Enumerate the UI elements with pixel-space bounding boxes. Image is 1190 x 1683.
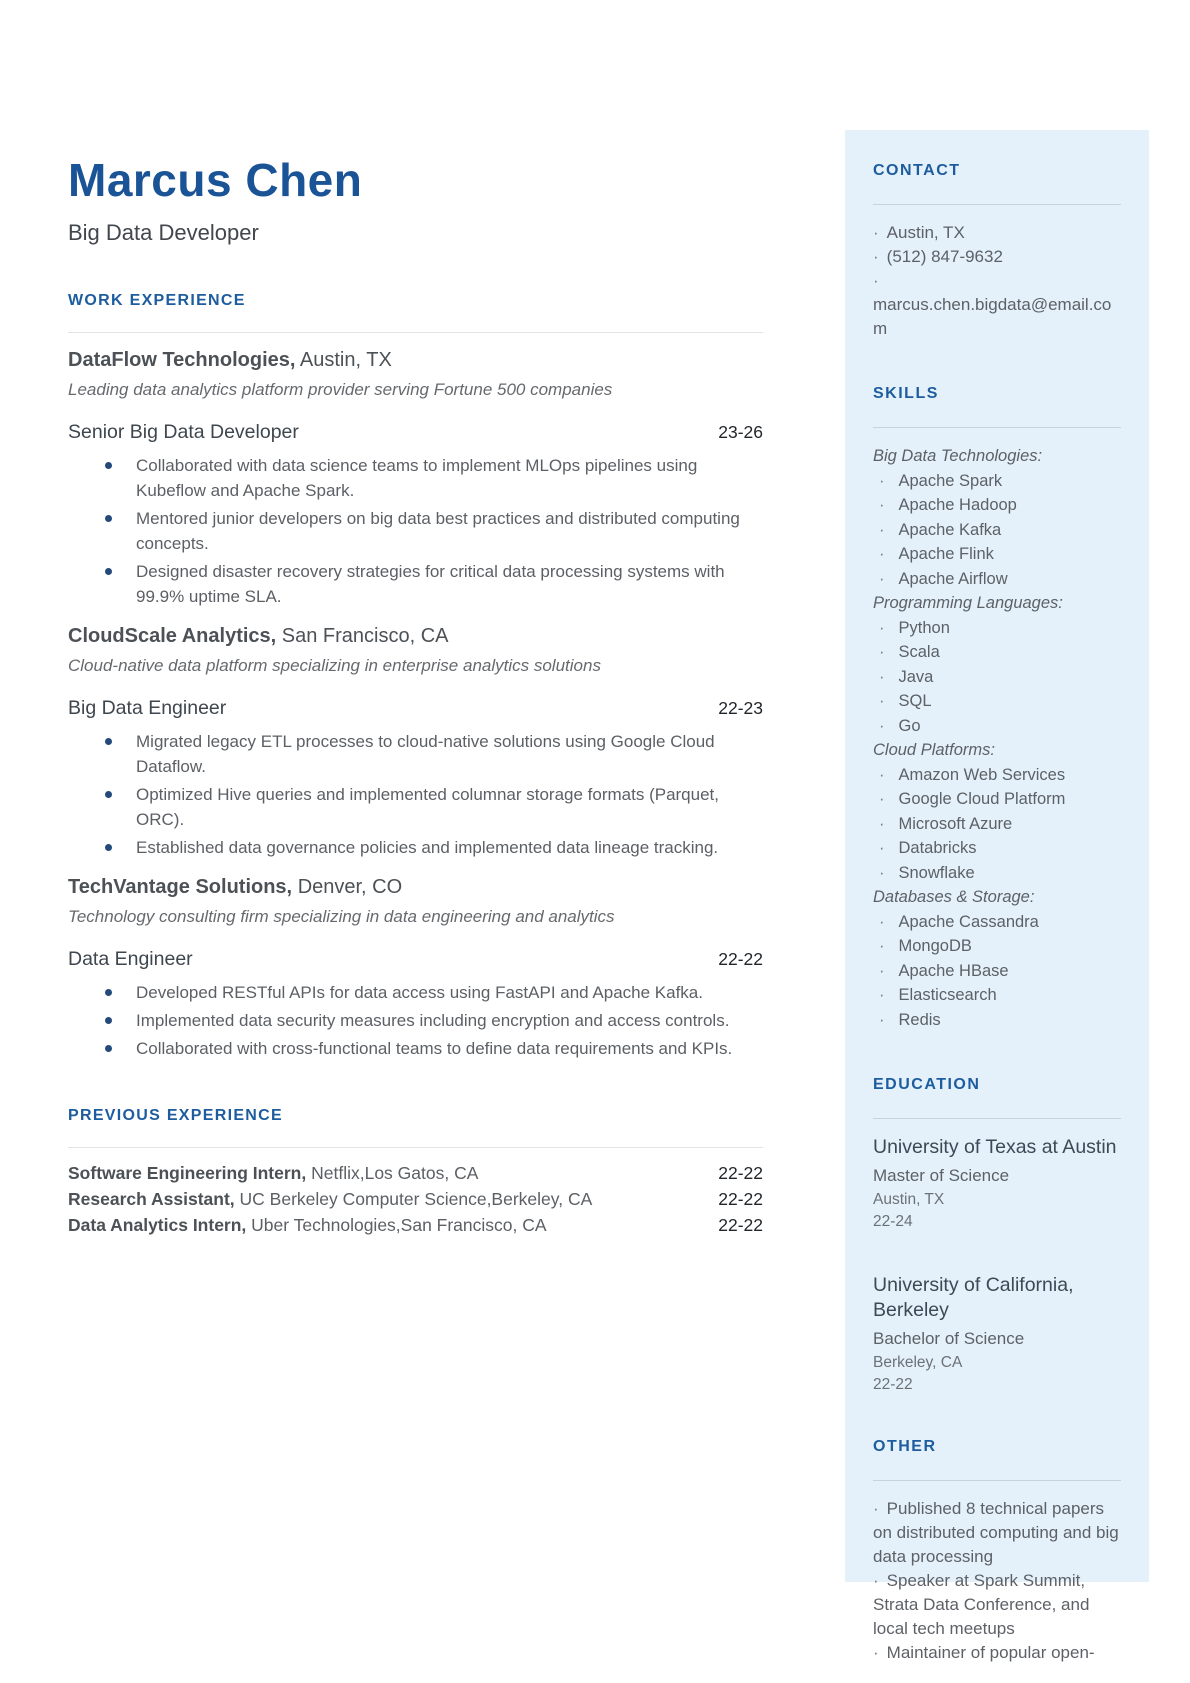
skill-item: · Amazon Web Services: [873, 763, 1121, 788]
contact-email: [873, 269, 1121, 341]
company-line: [68, 874, 763, 900]
previous-role-org: UC Berkeley Computer Science,Berkeley, CA: [239, 1189, 593, 1210]
company-location: Denver, CO: [297, 876, 403, 899]
bullet-icon: [105, 515, 112, 522]
skill-item: · Databricks: [873, 836, 1121, 861]
achievement-text: Mentored junior developers on big data best practices and distributed computing concepts.: [136, 509, 740, 554]
bullet-icon: [105, 791, 112, 798]
section-divider: [68, 332, 763, 333]
other-heading: OTHER: [873, 1438, 937, 1455]
job-entry: [68, 874, 763, 1061]
achievement-list: [68, 729, 763, 860]
company-location: San Francisco, CA: [281, 625, 449, 648]
previous-role-title: Research Assistant,: [68, 1189, 235, 1210]
dot-bullet-icon: ·: [879, 692, 885, 710]
dot-bullet-icon: ·: [879, 545, 885, 563]
dot-bullet-icon: ·: [879, 790, 885, 808]
achievement-list: [68, 980, 763, 1061]
skills-heading: SKILLS: [873, 385, 939, 402]
skill-item: · Apache Flink: [873, 542, 1121, 567]
sidebar-divider: [873, 427, 1121, 428]
dot-bullet-icon: ·: [879, 1010, 885, 1029]
dot-bullet-icon: ·: [879, 569, 885, 588]
education-entry: [873, 1273, 1121, 1394]
skill-item: · Scala: [873, 640, 1121, 665]
previous-role-title: Software Engineering Intern,: [68, 1163, 307, 1184]
skill-item: · MongoDB: [873, 934, 1121, 959]
dot-bullet-icon: ·: [873, 223, 879, 242]
achievement-text: Optimized Hive queries and implemented columnar storage formats (Parquet, ORC).: [136, 785, 719, 830]
skill-item: · SQL: [873, 689, 1121, 714]
skill-item: · Snowflake: [873, 861, 1121, 886]
dot-bullet-icon: ·: [879, 839, 885, 857]
achievement-text: Collaborated with cross-functional teams to define data requirements and KPIs.: [136, 1039, 733, 1059]
achievement-item: [68, 980, 763, 1005]
skill-item: · Python: [873, 616, 1121, 641]
dot-bullet-icon: ·: [879, 643, 885, 661]
sidebar-divider: [873, 1118, 1121, 1119]
previous-role-dates: 22-22: [718, 1215, 763, 1236]
skill-item: · Elasticsearch: [873, 983, 1121, 1008]
role-title: Data Engineer: [68, 948, 193, 971]
previous-experience-section: [68, 1107, 763, 1238]
skill-item: · Redis: [873, 1008, 1121, 1033]
company-location: Austin, TX: [299, 349, 392, 372]
company-description: Technology consulting firm specializing in data engineering and analytics: [68, 907, 615, 927]
role-row: [68, 697, 763, 720]
dot-bullet-icon: ·: [879, 961, 885, 980]
dot-bullet-icon: ·: [873, 271, 879, 290]
achievement-item: [68, 506, 763, 556]
skill-item: · Java: [873, 665, 1121, 690]
skill-item: · Apache Hadoop: [873, 493, 1121, 518]
dot-bullet-icon: ·: [879, 471, 885, 490]
bullet-icon: [105, 738, 112, 745]
bullet-icon: [105, 568, 112, 575]
dot-bullet-icon: ·: [879, 765, 885, 784]
previous-role-org: Netflix,Los Gatos, CA: [311, 1163, 479, 1184]
dot-bullet-icon: ·: [879, 667, 885, 686]
education-entry: [873, 1135, 1121, 1231]
school-location: Austin, TX: [873, 1191, 945, 1208]
achievement-item: [68, 1036, 763, 1061]
previous-experience-row: [68, 1212, 763, 1238]
previous-role-dates: 22-22: [718, 1189, 763, 1210]
skill-category-label: Big Data Technologies:: [873, 447, 1043, 465]
achievement-text: Migrated legacy ETL processes to cloud-native solutions using Google Cloud Dataflow.: [136, 732, 715, 777]
work-experience-heading: WORK EXPERIENCE: [68, 292, 246, 310]
sidebar-divider: [873, 204, 1121, 205]
education-section: [873, 1076, 1121, 1394]
previous-role-title: Data Analytics Intern,: [68, 1215, 247, 1236]
job-entry: [68, 347, 763, 609]
other-item: · Speaker at Spark Summit, Strata Data Conference, and local tech meetups: [873, 1571, 1090, 1638]
dot-bullet-icon: ·: [879, 496, 885, 514]
section-divider: [68, 1147, 763, 1148]
bullet-icon: [105, 844, 112, 851]
skill-item: · Apache Airflow: [873, 567, 1121, 592]
school-location: Berkeley, CA: [873, 1354, 963, 1371]
company-description: Leading data analytics platform provider serving Fortune 500 companies: [68, 380, 613, 400]
achievement-item: [68, 729, 763, 779]
role-dates: 22-22: [718, 949, 763, 970]
other-item: · Maintainer of popular open-: [873, 1643, 1095, 1662]
role-row: [68, 421, 763, 444]
previous-role-line: [68, 1160, 478, 1186]
contact-section: [873, 162, 1121, 341]
dot-bullet-icon: ·: [879, 716, 885, 735]
contact-phone: · (512) 847-9632: [873, 247, 1003, 266]
other-section: [873, 1438, 1121, 1665]
candidate-name: Marcus Chen: [68, 154, 363, 206]
skill-category-label: Databases & Storage:: [873, 888, 1035, 906]
company-name: CloudScale Analytics,: [68, 625, 277, 648]
dot-bullet-icon: ·: [879, 520, 885, 539]
skill-item: · Apache Spark: [873, 469, 1121, 494]
main-column: [68, 156, 763, 1238]
achievement-item: [68, 782, 763, 832]
dot-bullet-icon: ·: [879, 937, 885, 955]
achievement-text: Developed RESTful APIs for data access using FastAPI and Apache Kafka.: [136, 983, 703, 1003]
achievement-text: Collaborated with data science teams to implement MLOps pipelines using Kubeflow and Apache Spark.: [136, 456, 698, 501]
dot-bullet-icon: ·: [879, 912, 885, 931]
candidate-job-title: Big Data Developer: [68, 220, 259, 246]
skill-category-label: Cloud Platforms:: [873, 741, 995, 759]
previous-role-dates: 22-22: [718, 1163, 763, 1184]
role-dates: 23-26: [718, 422, 763, 443]
company-name: TechVantage Solutions,: [68, 876, 293, 899]
skills-section: [873, 385, 1121, 1032]
skill-category-label: Programming Languages:: [873, 594, 1063, 612]
job-entry: [68, 623, 763, 860]
company-description: Cloud-native data platform specializing in enterprise analytics solutions: [68, 656, 601, 676]
school-dates: 22-24: [873, 1213, 913, 1230]
contact-heading: CONTACT: [873, 162, 961, 179]
school-name: University of Texas at Austin: [873, 1136, 1117, 1158]
company-name: DataFlow Technologies,: [68, 349, 296, 372]
achievement-item: [68, 835, 763, 860]
dot-bullet-icon: ·: [879, 814, 885, 833]
dot-bullet-icon: ·: [873, 1499, 879, 1518]
bullet-icon: [105, 1045, 112, 1052]
achievement-item: [68, 1008, 763, 1033]
achievement-item: [68, 453, 763, 503]
achievement-list: [68, 453, 763, 609]
role-row: [68, 948, 763, 971]
school-name: University of California, Berkeley: [873, 1274, 1074, 1321]
dot-bullet-icon: ·: [873, 1571, 879, 1590]
company-line: [68, 623, 763, 649]
skill-item: · Apache HBase: [873, 959, 1121, 984]
contact-email-text: marcus.chen.bigdata@email.com: [873, 295, 1112, 338]
skill-item: · Microsoft Azure: [873, 812, 1121, 837]
previous-role-line: [68, 1212, 547, 1238]
achievement-text: Implemented data security measures including encryption and access controls.: [136, 1011, 730, 1031]
skill-item: · Apache Kafka: [873, 518, 1121, 543]
sidebar-column: [873, 162, 1121, 1665]
previous-experience-row: [68, 1186, 763, 1212]
school-dates: 22-22: [873, 1376, 913, 1393]
company-line: [68, 347, 763, 373]
role-title: Big Data Engineer: [68, 697, 227, 720]
school-degree: Bachelor of Science: [873, 1329, 1025, 1348]
skill-item: · Go: [873, 714, 1121, 739]
dot-bullet-icon: ·: [879, 863, 885, 882]
dot-bullet-icon: ·: [879, 986, 885, 1004]
contact-location: · Austin, TX: [873, 223, 965, 242]
previous-role-org: Uber Technologies,San Francisco, CA: [251, 1215, 547, 1236]
other-item: · Published 8 technical papers on distributed computing and big data processing: [873, 1499, 1119, 1566]
skill-item: · Apache Cassandra: [873, 910, 1121, 935]
skill-item: · Google Cloud Platform: [873, 787, 1121, 812]
previous-experience-row: [68, 1160, 763, 1186]
achievement-text: Established data governance policies and implemented data lineage tracking.: [136, 838, 719, 858]
role-title: Senior Big Data Developer: [68, 421, 299, 444]
previous-experience-list: [68, 1160, 763, 1238]
education-heading: EDUCATION: [873, 1076, 981, 1093]
bullet-icon: [105, 989, 112, 996]
bullet-icon: [105, 1017, 112, 1024]
achievement-text: Designed disaster recovery strategies for critical data processing systems with 99.9% uptime SLA.: [136, 562, 725, 607]
bullet-icon: [105, 462, 112, 469]
school-degree: Master of Science: [873, 1166, 1010, 1185]
previous-role-line: [68, 1186, 592, 1212]
dot-bullet-icon: ·: [873, 247, 879, 266]
achievement-item: [68, 559, 763, 609]
previous-experience-heading: PREVIOUS EXPERIENCE: [68, 1107, 283, 1125]
role-dates: 22-23: [718, 698, 763, 719]
dot-bullet-icon: ·: [879, 618, 885, 637]
sidebar-divider: [873, 1480, 1121, 1481]
dot-bullet-icon: ·: [873, 1643, 879, 1662]
